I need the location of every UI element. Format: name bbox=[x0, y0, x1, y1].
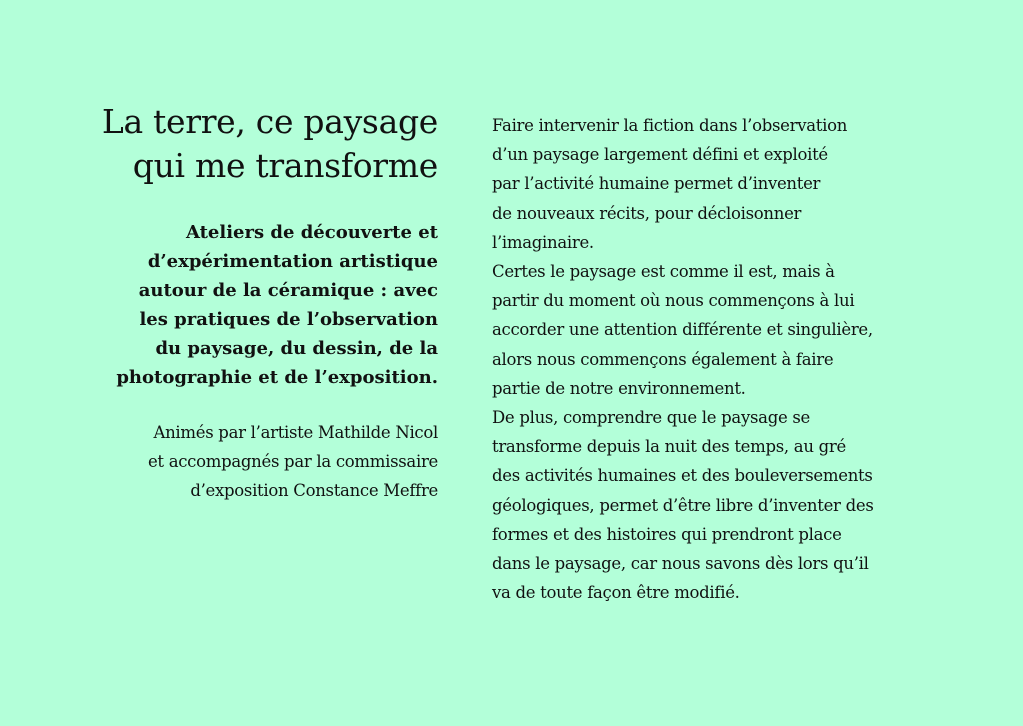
body-line: Certes le paysage est comme il est, mais à bbox=[492, 262, 835, 282]
body-line: l’imaginaire. bbox=[492, 232, 594, 252]
body-line: dans le paysage, car nous savons dès lors qu’il bbox=[492, 554, 869, 574]
body-line: formes et des histoires qui prendront place bbox=[492, 524, 842, 544]
body-text bbox=[492, 111, 932, 607]
title-line: qui me transforme bbox=[132, 146, 438, 185]
body-line: d’un paysage largement défini et exploité bbox=[492, 145, 828, 165]
subtitle-line: d’expérimentation artistique bbox=[147, 251, 438, 272]
subtitle-line: Ateliers de découverte et bbox=[185, 222, 438, 243]
body-line: par l’activité humaine permet d’inventer bbox=[492, 174, 821, 194]
left-column bbox=[60, 100, 438, 505]
credit-line: d’exposition Constance Meffre bbox=[190, 481, 438, 500]
body-line: des activités humaines et des bouleversements bbox=[492, 466, 873, 486]
subtitle-line: du paysage, du dessin, de la bbox=[155, 338, 438, 359]
title-line: La terre, ce paysage bbox=[101, 102, 438, 141]
credit-line: et accompagnés par la commissaire bbox=[147, 452, 438, 471]
body-line: partie de notre environnement. bbox=[492, 378, 746, 398]
credit-line: Animés par l’artiste Mathilde Nicol bbox=[153, 423, 438, 442]
subtitle bbox=[60, 218, 438, 392]
body-line: alors nous commençons également à faire bbox=[492, 349, 834, 369]
body-line: géologiques, permet d’être libre d’inventer des bbox=[492, 495, 874, 515]
body-line: va de toute façon être modifié. bbox=[492, 583, 740, 603]
body-line: de nouveaux récits, pour décloisonner bbox=[492, 203, 802, 223]
body-line: Faire intervenir la fiction dans l’observation bbox=[492, 116, 848, 135]
body-line: transforme depuis la nuit des temps, au gré bbox=[492, 437, 846, 457]
subtitle-line: photographie et de l’exposition. bbox=[116, 367, 438, 388]
body-line: De plus, comprendre que le paysage se bbox=[492, 408, 810, 428]
body-line: partir du moment où nous commençons à lui bbox=[492, 291, 855, 311]
subtitle-line: les pratiques de l’observation bbox=[139, 309, 438, 330]
body-line: accorder une attention différente et singulière, bbox=[492, 320, 873, 340]
page-title bbox=[60, 100, 438, 188]
subtitle-line: autour de la céramique : avec bbox=[138, 280, 438, 301]
credits bbox=[60, 418, 438, 505]
